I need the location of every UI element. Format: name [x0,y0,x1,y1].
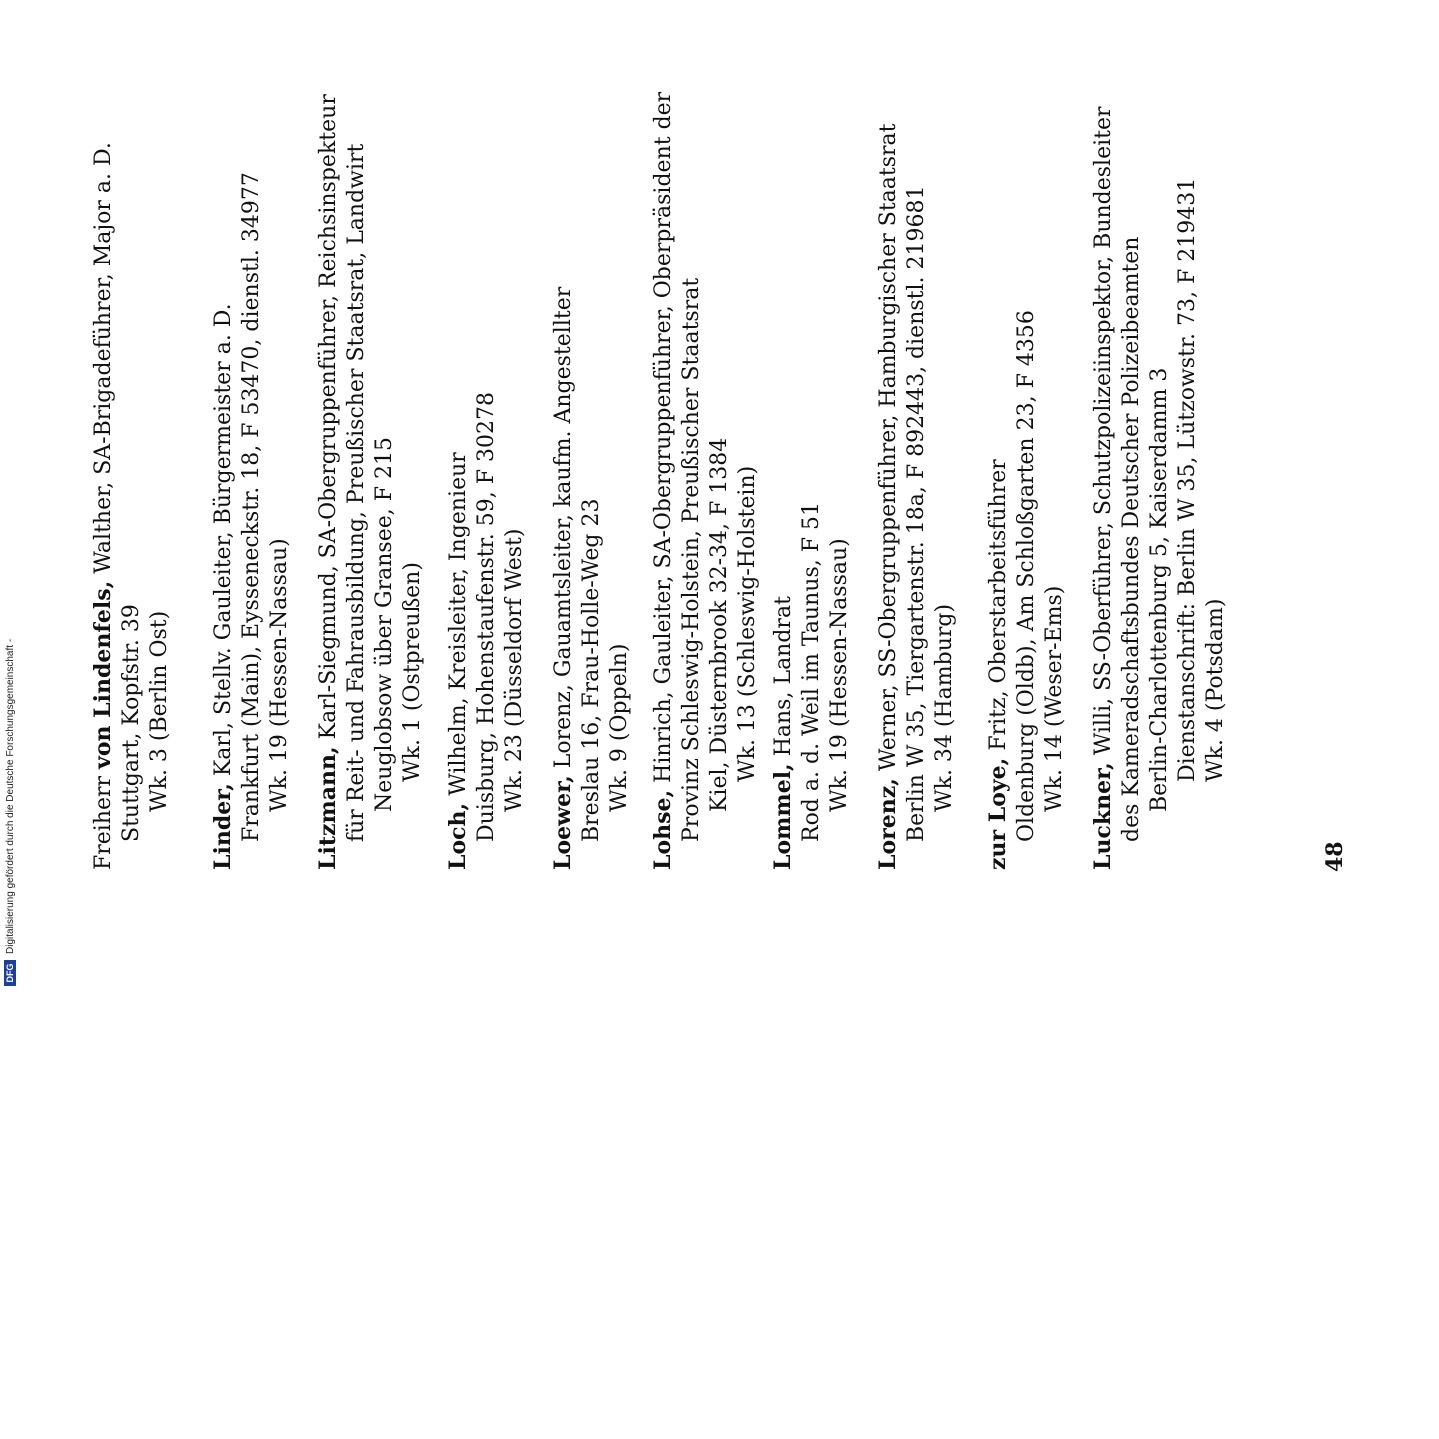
entry-text: Wk. 14 (Weser-Ems) [1042,585,1067,812]
entry-detail-line [501,529,528,812]
entry-heading-line [985,459,1012,870]
entry-detail-line [903,186,930,843]
entry-text: Wk. 1 (Ostpreußen) [400,562,425,782]
entry-name: Loewer, [550,775,576,870]
entry-detail-line [343,144,370,842]
entry-text: Wk. 4 (Potsdam) [1203,598,1228,782]
entry-prefix: Freiherr [91,768,116,870]
entry-text: Berlin-Charlottenburg 5, Kaiserdamm 3 [1147,367,1172,812]
entry-detail-line [473,392,500,842]
entry-detail-line [1118,237,1145,842]
entry-text: Duisburg, Hohenstaufenstr. 59, F 30278 [474,392,499,842]
entry-text: Neuglobsow über Gransee, F 215 [372,437,397,812]
entry-text: Walther, SA-Brigadeführer, Major a. D. [91,142,116,581]
entry-name: zur Loye, [985,757,1011,870]
entry-detail-line [371,437,398,812]
entry-text: Hans, Landrat [771,596,796,764]
entry-heading-line [875,124,902,871]
entry-text: Wk. 23 (Düsseldorf West) [502,528,527,812]
entry-detail-line [678,278,705,842]
entry-text: Dienstanschrift: Berlin W 35, Lützowstr. 73, F 219431 [1175,177,1200,782]
entry-text: Karl-Siegmund, SA-Obergruppenführer, Reichsinspekteur [316,94,341,747]
entry-name: Loch, [445,802,471,870]
entry-text: Karl, Stellv. Gauleiter, Bürgermeister a. D. [211,303,236,784]
entry-text: für Reit- und Fahrausbildung, Preußischer Staatsrat, Landwirt [344,143,369,842]
entry-detail-line [706,438,733,812]
entry-detail-line [931,604,958,812]
entry-text: Kiel, Düsternbrook 32-34, F 1384 [707,437,732,812]
entry-text: Wk. 9 (Oppeln) [607,643,632,812]
entry-text: Breslau 16, Frau-Holle-Weg 23 [579,498,604,842]
entry-detail-line [1041,586,1068,812]
entry-text: Berlin W 35, Tiergartenstr. 18a, F 892443, dienstl. 219681 [904,185,929,842]
entry-heading-line [445,452,472,870]
entry-text: Hinrich, Gauleiter, SA-Obergruppenführer, Oberpräsident der [651,91,676,790]
entry-text: Stuttgart, Kopfstr. 39 [119,604,144,842]
entry-text: Wk. 34 (Hamburg) [932,603,957,812]
entry-text: Wilhelm, Kreisleiter, Ingenieur [446,452,471,803]
entry-detail-line [399,562,426,782]
entry-detail-line [826,538,853,812]
entry-heading-line [315,94,342,870]
digitization-credit: Digitalisierung gefördert durch die Deutsche Forschungsgemeinschaft - [5,638,16,954]
entry-name: Lohse, [650,789,676,870]
entry-text: Werner, SS-Obergruppenführer, Hamburgischer Staatsrat [876,123,901,779]
entry-heading-line [650,92,677,870]
entry-detail-line [578,499,605,842]
entry-name: Litzmann, [315,746,341,870]
entry-text: Wk. 19 (Hessen-Nassau) [267,538,292,812]
entry-detail-line [1202,599,1229,782]
entry-detail-line [1146,368,1173,812]
entry-heading-line [550,287,577,870]
entry-detail-line [118,604,145,842]
entry-text: des Kameradschaftsbundes Deutscher Polizeibeamten [1119,236,1144,842]
entry-text: Lorenz, Gauamtsleiter, kaufm. Angestellter [551,286,576,776]
entry-name: Lorenz, [875,778,901,870]
entry-detail-line [146,611,173,812]
dfg-logo: DFG [4,960,16,986]
entry-detail-line [266,538,293,812]
entry-name: von Lindenfels, [90,580,116,769]
entry-heading-line [210,303,237,870]
entry-detail-line [734,466,761,782]
entry-text: Oldenburg (Oldb), Am Schloßgarten 23, F 4356 [1014,310,1039,842]
entry-heading-line [90,142,117,870]
page-number: 48 [1322,841,1348,872]
entry-name: Linder, [210,783,236,870]
entry-name: Luckner, [1090,762,1116,870]
entry-detail-line [606,643,633,812]
entry-name: Lommel, [770,763,796,870]
entry-detail-line [798,502,825,842]
entry-text: Provinz Schleswig-Holstein, Preußischer Staatsrat [679,277,704,842]
entry-text: Fritz, Oberstarbeitsführer [986,459,1011,758]
entry-text: Frankfurt (Main), Eysseneckstr. 18, F 53470, dienstl. 34977 [239,172,264,842]
entry-detail-line [1013,310,1040,842]
entry-text: Rod a. d. Weil im Taunus, F 51 [799,502,824,842]
entry-text: Wk. 13 (Schleswig-Holstein) [735,465,760,782]
entry-text: Wk. 3 (Berlin Ost) [147,610,172,812]
entry-text: Willi, SS-Oberführer, Schutzpolizeiinspektor, Bundesleiter [1091,106,1116,763]
entry-heading-line [770,596,797,870]
entry-text: Wk. 19 (Hessen-Nassau) [827,538,852,812]
entry-detail-line [238,172,265,842]
entry-heading-line [1090,106,1117,870]
entry-detail-line [1174,178,1201,782]
